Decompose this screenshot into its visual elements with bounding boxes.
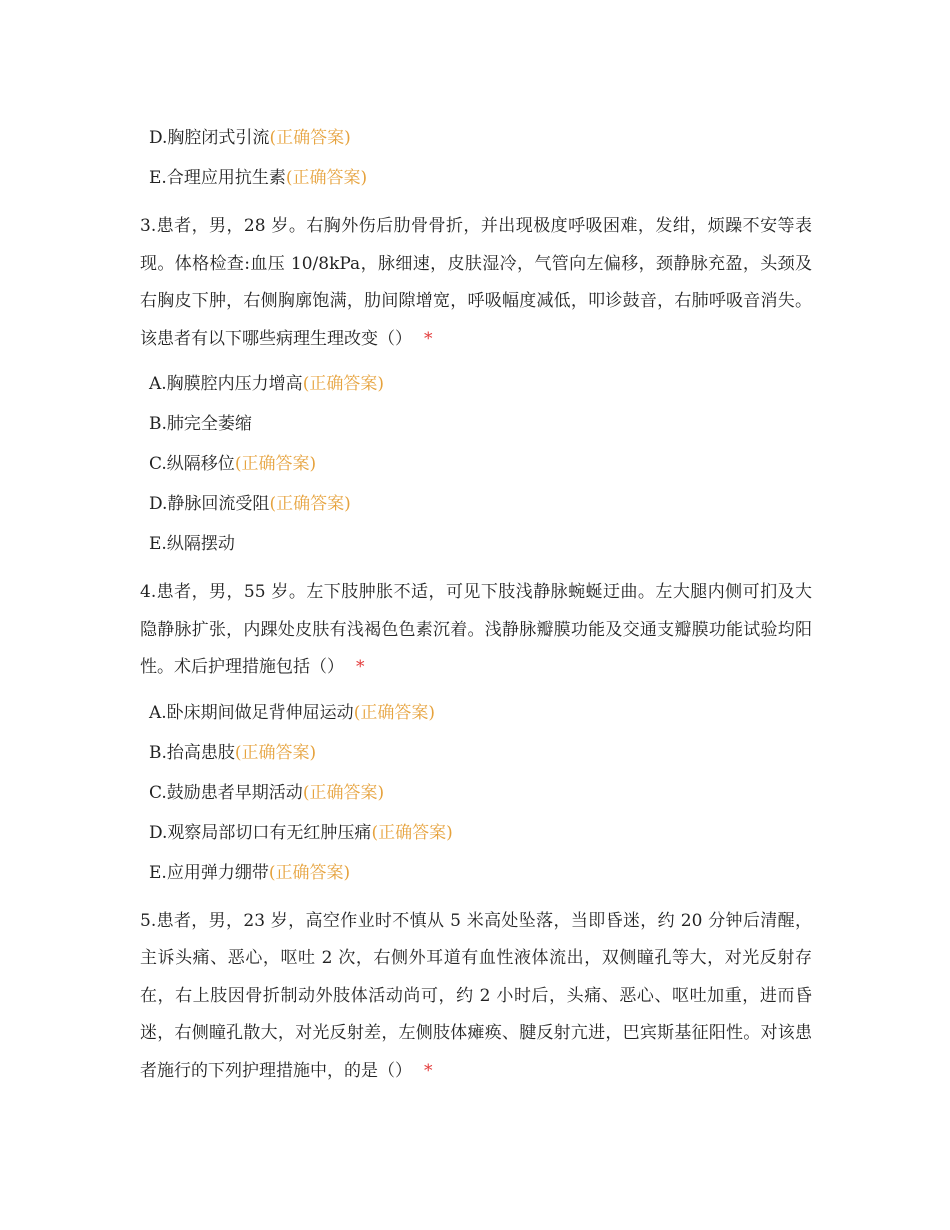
correct-answer-label: (正确答案) <box>268 862 351 883</box>
option-d[interactable] <box>140 118 812 158</box>
correct-answer-label: (正确答案) <box>234 742 317 763</box>
correct-answer-label: (正确答案) <box>269 494 351 514</box>
question-text: 4.患者，男，55 岁。左下肢肿胀不适，可见下肢浅静脉蜿蜒迂曲。左大腿内侧可扪及大隐静脉扩张，内踝处皮肤有浅褐色色素沉着。浅静脉瓣膜功能及交通支瓣膜功能试验均阳性。术后护理措施包括（） <box>140 582 812 677</box>
option-text: C.鼓励患者早期活动 <box>149 782 303 803</box>
correct-answer-label: (正确答案) <box>285 168 368 188</box>
option-text: D.静脉回流受阻 <box>149 494 270 514</box>
question-text: 3.患者，男，28 岁。右胸外伤后肋骨骨折，并出现极度呼吸困难，发绀，烦躁不安等表现。体格检查:血压 10/8kPa，脉细速，皮肤湿冷，气管向左偏移，颈静脉充盈，头颈及右胸皮下肿，右侧胸廓饱满，肋间隙增宽，呼吸幅度减低，叩诊鼓音，右肺呼吸音消失。该患者有以下哪些病理生理改变（） <box>140 216 812 349</box>
option-a[interactable] <box>140 364 812 404</box>
correct-answer-label: (正确答案) <box>353 702 435 723</box>
question-3 <box>140 208 812 564</box>
option-e[interactable] <box>140 853 812 893</box>
option-b[interactable] <box>140 404 812 444</box>
option-text: A.卧床期间做足背伸屈运动 <box>149 702 354 723</box>
required-mark: * <box>356 657 365 677</box>
correct-answer-label: (正确答案) <box>371 822 453 843</box>
option-a[interactable] <box>140 693 812 733</box>
option-d[interactable] <box>140 813 812 853</box>
option-c[interactable] <box>140 444 812 484</box>
option-b[interactable] <box>140 733 812 773</box>
correct-answer-label: (正确答案) <box>302 782 385 803</box>
question-4 <box>140 574 812 893</box>
question-stem <box>140 208 812 358</box>
option-text: E.应用弹力绷带 <box>149 862 269 883</box>
exam-content <box>140 118 812 1096</box>
previous-question-options <box>140 118 812 198</box>
required-mark: * <box>424 328 433 349</box>
option-text: A.胸膜腔内压力增高 <box>149 374 303 394</box>
option-c[interactable] <box>140 773 812 813</box>
required-mark: * <box>424 1060 433 1081</box>
option-d[interactable] <box>140 484 812 524</box>
question-stem <box>140 574 812 687</box>
option-e[interactable] <box>140 524 812 564</box>
option-text: E.合理应用抗生素 <box>149 168 286 188</box>
question-stem <box>140 903 812 1091</box>
question-text: 5.患者，男，23 岁，高空作业时不慎从 5 米高处坠落，当即昏迷，约 20 分钟后清醒，主诉头痛、恶心，呕吐 2 次，右侧外耳道有血性液体流出，双侧瞳孔等大，对光反射存在，右上肢因骨折制动外肢体活动尚可，约 2 小时后，头痛、恶心、呕吐加重，进而昏迷，右侧瞳孔散大，对光反射差，左侧肢体瘫痪、腱反射亢进，巴宾斯基征阳性。对该患者施行的下列护理措施中，的是（） <box>140 910 812 1081</box>
correct-answer-label: (正确答案) <box>302 374 384 394</box>
correct-answer-label: (正确答案) <box>234 454 317 474</box>
option-text: B.肺完全萎缩 <box>149 414 252 434</box>
option-text: D.胸腔闭式引流 <box>149 128 270 148</box>
option-text: C.纵隔移位 <box>149 454 235 474</box>
question-5 <box>140 903 812 1091</box>
correct-answer-label: (正确答案) <box>269 128 351 148</box>
option-text: B.抬高患肢 <box>149 742 235 763</box>
option-e[interactable] <box>140 158 812 198</box>
option-text: E.纵隔摆动 <box>149 534 235 554</box>
option-text: D.观察局部切口有无红肿压痛 <box>149 822 372 843</box>
